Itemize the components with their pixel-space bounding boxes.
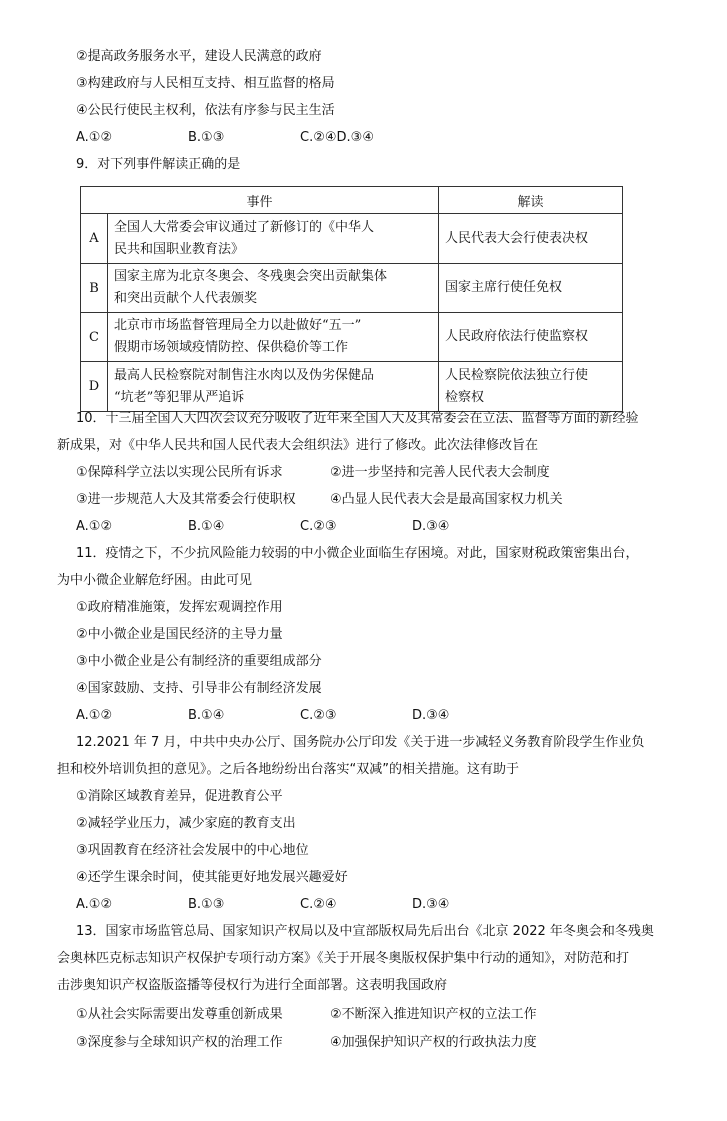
q10-choice-d: D.③④ — [412, 519, 450, 534]
q9-header-event: 事件 — [81, 187, 439, 214]
row-interp-line: 国家主席行使任免权 — [445, 280, 563, 295]
row-interp-line: 人民检察院依法独立行使 — [445, 367, 589, 383]
row-event — [108, 264, 439, 313]
q11-stem-line2: 为中小微企业解危纾困。由此可见 — [57, 573, 253, 588]
q9-header-interp: 解读 — [439, 187, 623, 214]
q10-stem-line2: 新成果，对《中华人民共和国人民代表大会组织法》进行了修改。此次法律修改旨在 — [57, 438, 539, 453]
q12-stem-line2: 担和校外培训负担的意见》。之后各地纷纷出台落实“双减”的相关措施。这有助于 — [57, 762, 519, 777]
q12-choice-a: A.①② — [76, 897, 113, 912]
q12-choice-c: C.②④ — [300, 897, 337, 912]
row-interp — [439, 362, 623, 412]
q12-option-3: ③巩固教育在经济社会发展中的中心地位 — [76, 843, 309, 858]
q10-option-2: ②进一步坚持和完善人民代表大会制度 — [330, 465, 550, 480]
row-interp-line: 检察权 — [445, 389, 485, 405]
row-interp — [439, 313, 623, 362]
q13-stem-line2: 会奥林匹克标志知识产权保护专项行动方案》《关于开展冬奥版权保护集中行动的通知》，对防范和打 — [57, 951, 630, 966]
row-event-line: 国家主席为北京冬奥会、冬残奥会突出贡献集体 — [114, 269, 388, 284]
q8-option-3: ③构建政府与人民相互支持、相互监督的格局 — [76, 76, 335, 91]
q12-option-2: ②减轻学业压力，减少家庭的教育支出 — [76, 816, 296, 831]
row-event — [108, 214, 439, 264]
q9-table-header — [81, 187, 623, 214]
q12-option-1: ①消除区域教育差异，促进教育公平 — [76, 789, 283, 804]
table-row — [81, 313, 623, 362]
q8-choice-b: B.①③ — [188, 130, 225, 145]
q12-choice-d: D.③④ — [412, 897, 450, 912]
q11-option-2: ②中小微企业是国民经济的主导力量 — [76, 627, 283, 642]
row-interp — [439, 264, 623, 313]
q8-option-2: ②提高政务服务水平，建设人民满意的政府 — [76, 49, 322, 64]
q10-option-4: ④凸显人民代表大会是最高国家权力机关 — [330, 492, 563, 507]
q11-option-3: ③中小微企业是公有制经济的重要组成部分 — [76, 654, 322, 669]
row-event-line: 和突出贡献个人代表颁奖 — [114, 291, 258, 306]
row-event — [108, 313, 439, 362]
row-interp-line: 人民代表大会行使表决权 — [445, 230, 589, 246]
q11-choice-c: C.②③ — [300, 708, 337, 723]
q13-option-1: ①从社会实际需要出发尊重创新成果 — [76, 1007, 283, 1022]
q10-option-1: ①保障科学立法以实现公民所有诉求 — [76, 465, 283, 480]
q9-table — [80, 186, 623, 412]
row-event-line: 民共和国职业教育法》 — [114, 241, 245, 257]
q11-choice-b: B.①④ — [188, 708, 225, 723]
row-event-line: 最高人民检察院对制售注水肉以及伪劣保健品 — [114, 367, 375, 383]
table-row — [81, 362, 623, 412]
q13-option-2: ②不断深入推进知识产权的立法工作 — [330, 1007, 537, 1022]
row-event-line: 全国人大常委会审议通过了新修订的《中华人 — [114, 219, 375, 235]
q12-choice-b: B.①③ — [188, 897, 225, 912]
q10-stem-line1: 10．十三届全国人大四次会议充分吸收了近年来全国人大及其常委会在立法、监督等方面的新经验 — [76, 411, 639, 426]
q10-option-3: ③进一步规范人大及其常委会行使职权 — [76, 492, 296, 507]
q10-choice-b: B.①④ — [188, 519, 225, 534]
row-key: C — [81, 313, 108, 362]
q13-option-3: ③深度参与全球知识产权的治理工作 — [76, 1035, 283, 1050]
row-event — [108, 362, 439, 412]
row-key: B — [81, 264, 108, 313]
q10-choice-a: A.①② — [76, 519, 113, 534]
q12-stem-line1: 12.2021 年 7 月，中共中央办公厅、国务院办公厅印发《关于进一步减轻义务教育阶段学生作业负 — [76, 735, 645, 750]
row-event-line: “坑老”等犯罪从严追诉 — [114, 389, 245, 405]
q11-stem-line1: 11．疫情之下，不少抗风险能力较弱的中小微企业面临生存困境。对此，国家财税政策密集出台， — [76, 546, 639, 561]
q12-option-4: ④还学生课余时间，使其能更好地发展兴趣爱好 — [76, 870, 348, 885]
q8-choice-cd: C.②④D.③④ — [300, 130, 374, 145]
q11-option-1: ①政府精准施策，发挥宏观调控作用 — [76, 600, 283, 615]
row-key: A — [81, 214, 108, 264]
q13-stem-line1: 13．国家市场监管总局、国家知识产权局以及中宣部版权局先后出台《北京 2022 年冬奥会和冬残奥 — [76, 924, 654, 939]
row-event-line: 假期市场领域疫情防控、保供稳价等工作 — [114, 340, 349, 355]
q13-option-4: ④加强保护知识产权的行政执法力度 — [330, 1035, 537, 1050]
q11-option-4: ④国家鼓励、支持、引导非公有制经济发展 — [76, 681, 322, 696]
q13-stem-line3: 击涉奥知识产权盗版盗播等侵权行为进行全面部署。这表明我国政府 — [57, 978, 448, 993]
q8-choice-a: A.①② — [76, 130, 113, 145]
row-event-line: 北京市市场监督管理局全力以赴做好“五一” — [114, 318, 362, 333]
table-row — [81, 264, 623, 313]
row-interp-line: 人民政府依法行使监察权 — [445, 329, 589, 344]
row-interp — [439, 214, 623, 264]
table-row — [81, 214, 623, 264]
q11-choice-a: A.①② — [76, 708, 113, 723]
q10-choice-c: C.②③ — [300, 519, 337, 534]
row-key: D — [81, 362, 108, 412]
q9-stem: 9．对下列事件解读正确的是 — [76, 157, 241, 172]
q11-choice-d: D.③④ — [412, 708, 450, 723]
q8-option-4: ④公民行使民主权利，依法有序参与民主生活 — [76, 103, 335, 118]
